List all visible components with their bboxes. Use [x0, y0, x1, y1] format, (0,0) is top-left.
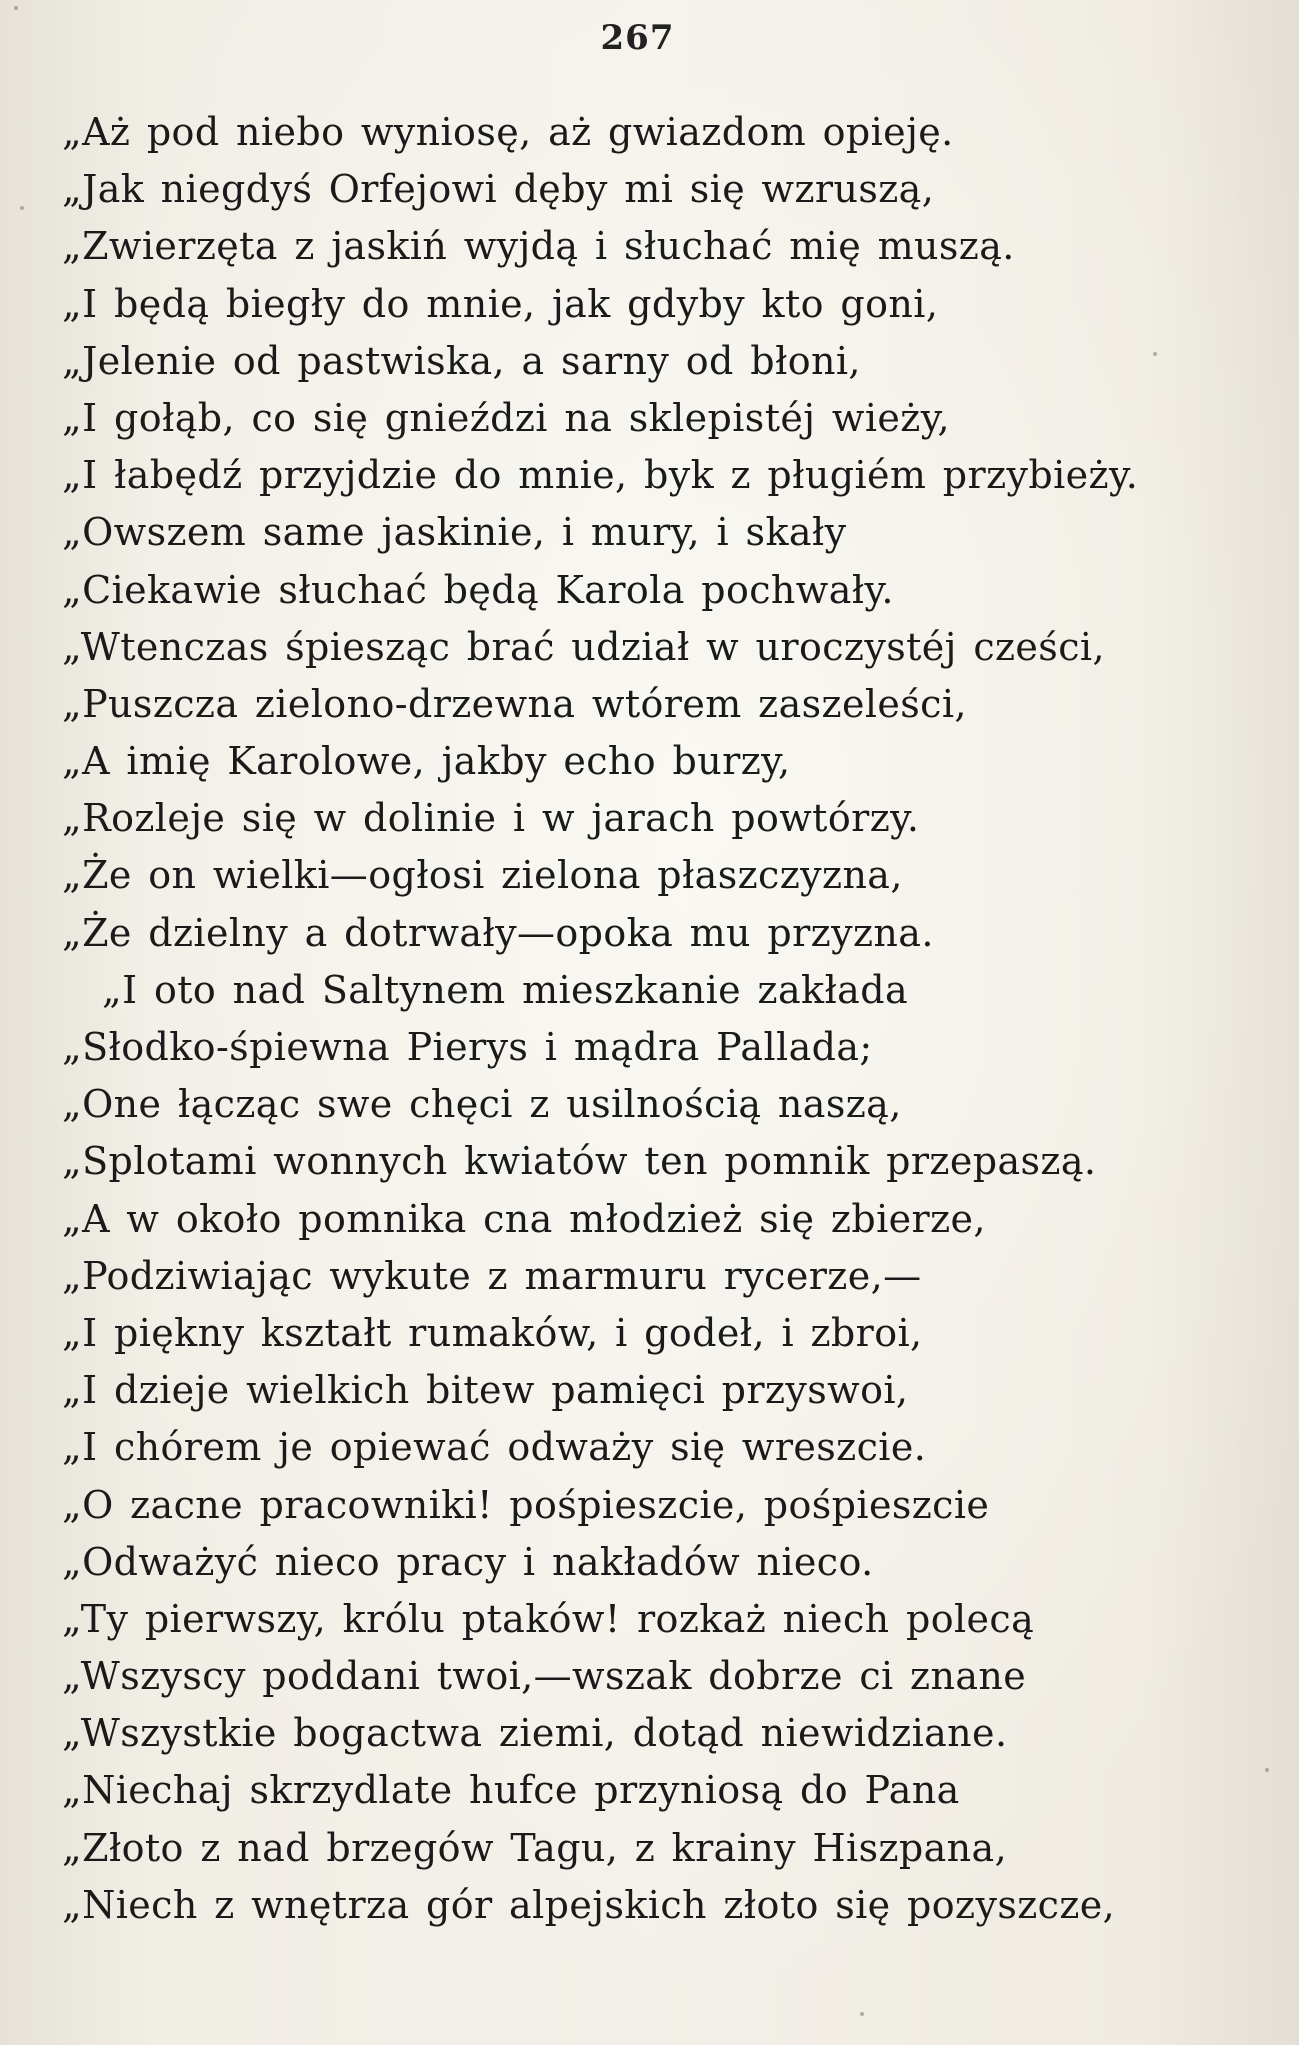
page-number: 267 — [600, 18, 675, 58]
verse-line: „I dzieje wielkich bitew pamięci przyswoi, — [62, 1368, 909, 1413]
verse-line: „Wszystkie bogactwa ziemi, dotąd niewidziane. — [62, 1711, 1008, 1756]
paper-speck — [860, 2012, 864, 2016]
verse-line: „Jak niegdyś Orfejowi dęby mi się wzruszą, — [62, 167, 935, 212]
verse-line: „I chórem je opiewać odważy się wreszcie. — [62, 1425, 927, 1470]
verse-line: „Odważyć nieco pracy i nakładów nieco. — [62, 1539, 874, 1584]
paper-speck — [1153, 352, 1157, 356]
verse-line: „Niechaj skrzydlate hufce przyniosą do Pana — [62, 1768, 960, 1813]
verse-line: „A w około pomnika cna młodzież się zbierze, — [62, 1196, 986, 1241]
verse-line: „Że on wielki—ogłosi zielona płaszczyzna, — [62, 853, 903, 898]
verse-line: „I łabędź przyjdzie do mnie, byk z pługiém przybieży. — [62, 453, 1139, 498]
paper-speck — [1265, 1768, 1269, 1772]
verse-line: „Że dzielny a dotrwały—opoka mu przyzna. — [62, 910, 934, 955]
verse-line: „Splotami wonnych kwiatów ten pomnik przepaszą. — [62, 1139, 1097, 1184]
verse-line: „Zwierzęta z jaskiń wyjdą i słuchać mię muszą. — [62, 224, 1015, 269]
verse-line: „I oto nad Saltynem mieszkanie zakłada — [102, 967, 908, 1012]
verse-line: „I gołąb, co się gnieździ na sklepistéj wieży, — [62, 395, 951, 440]
verse-line: „Wszyscy poddani twoi,—wszak dobrze ci znane — [62, 1654, 1027, 1699]
verse-line: „I piękny kształt rumaków, i godeł, i zbroi, — [62, 1310, 923, 1355]
verse-line: „Ty pierwszy, królu ptaków! rozkaż niech polecą — [62, 1596, 1035, 1641]
verse-line: „Podziwiając wykute z marmuru rycerze,— — [62, 1253, 922, 1298]
verse-line: „Niech z wnętrza gór alpejskich złoto się pozyszcze, — [62, 1882, 1116, 1927]
verse-line: „Owszem same jaskinie, i mury, i skały — [62, 510, 847, 555]
verse-line: „Aż pod niebo wyniosę, aż gwiazdom opieję. — [62, 110, 954, 154]
verse-line: „Słodko-śpiewna Pierys i mądra Pallada; — [62, 1025, 873, 1069]
verse-line: „One łącząc swe chęci z usilnością naszą, — [62, 1082, 902, 1127]
verse-line: „Jelenie od pastwiska, a sarny od błoni, — [62, 338, 861, 383]
verse-line: „Ciekawie słuchać będą Karola pochwały. — [62, 567, 894, 612]
verse-line: „Rozleje się w dolinie i w jarach powtórzy. — [62, 796, 920, 841]
poem-text — [62, 104, 1262, 1934]
verse-line: „I będą biegły do mnie, jak gdyby kto goni, — [62, 281, 939, 326]
paper-speck — [20, 206, 24, 210]
verse-line: „Wtenczas śpiesząc brać udział w uroczystéj cześci, — [62, 624, 1105, 669]
verse-line: „Puszcza zielono-drzewna wtórem zaszeleści, — [62, 681, 967, 726]
verse-line: „Złoto z nad brzegów Tagu, z krainy Hiszpana, — [62, 1825, 1008, 1870]
paper-speck — [14, 6, 18, 10]
verse-line: „O zacne pracowniki! pośpieszcie, pośpieszcie — [62, 1482, 990, 1527]
verse-line: „A imię Karolowe, jakby echo burzy, — [62, 739, 791, 784]
